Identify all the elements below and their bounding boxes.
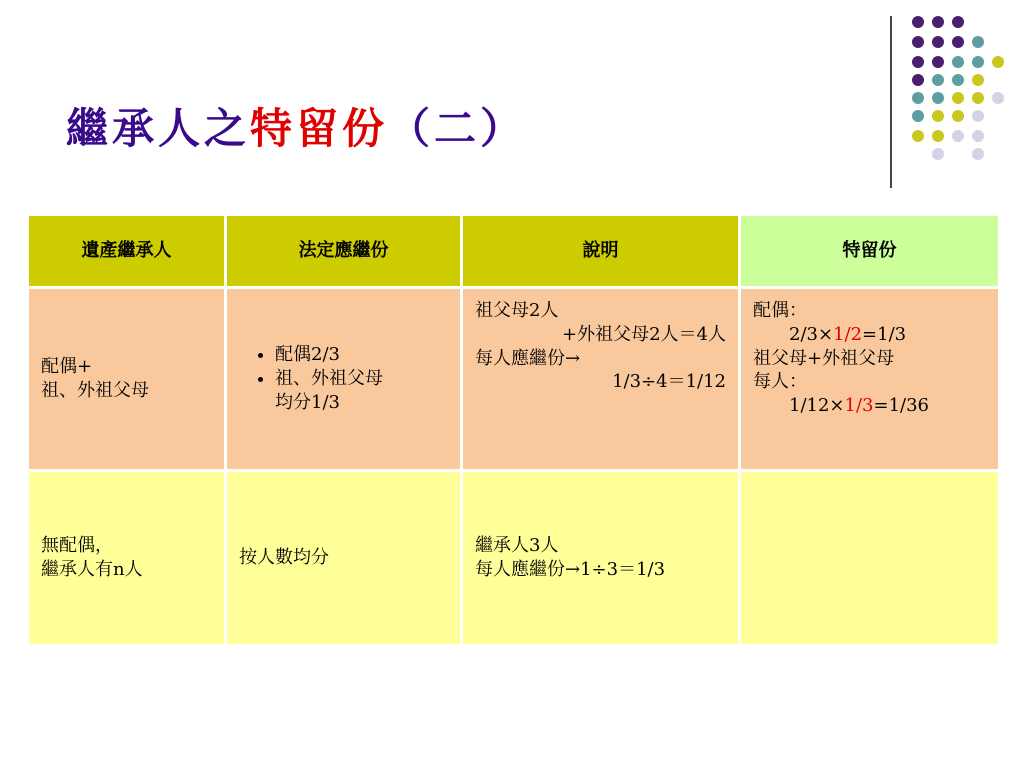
row1-reserved-line3: 祖父母+外祖父母 bbox=[753, 347, 895, 369]
row2-share-text: 按人數均分 bbox=[239, 547, 329, 569]
decorative-divider-line bbox=[890, 16, 892, 188]
row1-reserved-line5c: =1/36 bbox=[873, 395, 929, 416]
row1-heir-line1: 配偶+ bbox=[41, 356, 93, 378]
row1-explain-line4: 1/3÷4＝1/12 bbox=[612, 371, 726, 393]
row1-share-line2: 祖、外祖父母 bbox=[275, 368, 383, 390]
decorative-dot bbox=[932, 56, 944, 68]
table-header-row bbox=[28, 215, 1000, 288]
title-part-heir: 繼承人之 bbox=[66, 104, 251, 153]
table-row bbox=[28, 288, 1000, 471]
decorative-dot bbox=[952, 36, 964, 48]
decorative-dot bbox=[932, 148, 944, 160]
row1-reserved-line2c: =1/3 bbox=[862, 323, 907, 345]
row2-explain-line1: 繼承人3人 bbox=[475, 535, 559, 557]
decorative-dot bbox=[972, 74, 984, 86]
title-part-number: （二） bbox=[388, 104, 527, 153]
decorative-dot bbox=[972, 92, 984, 104]
header-explanation: 說明 bbox=[462, 215, 740, 288]
row2-heir-cell bbox=[28, 471, 226, 646]
row1-reserved-cell bbox=[740, 288, 1000, 471]
decorative-dot bbox=[952, 16, 964, 28]
row1-heir-cell bbox=[28, 288, 226, 471]
decorative-dot bbox=[932, 130, 944, 142]
row1-explain-cell bbox=[462, 288, 740, 471]
decorative-dot bbox=[912, 16, 924, 28]
decorative-dot bbox=[912, 36, 924, 48]
row1-reserved-line4: 每人： bbox=[753, 371, 807, 393]
decorative-dot bbox=[992, 56, 1004, 68]
row1-reserved-line5a: 1/12× bbox=[789, 395, 845, 416]
header-reserved-share: 特留份 bbox=[740, 215, 1000, 288]
row2-explain-line2: 每人應繼份→1÷3＝1/3 bbox=[475, 559, 666, 580]
row2-share-cell bbox=[226, 471, 462, 646]
row2-reserved-cell bbox=[740, 471, 1000, 646]
decorative-dot bbox=[912, 56, 924, 68]
decorative-dot bbox=[952, 92, 964, 104]
decorative-dot bbox=[912, 74, 924, 86]
row1-explain-line3: 每人應繼份→ bbox=[475, 347, 581, 369]
decorative-dot-grid bbox=[0, 0, 1024, 200]
decorative-dot bbox=[972, 36, 984, 48]
decorative-dot bbox=[932, 74, 944, 86]
title-part-reserved: 特留份 bbox=[250, 104, 389, 153]
row2-explain-cell bbox=[462, 471, 740, 646]
decorative-dot bbox=[932, 110, 944, 122]
decorative-dot bbox=[932, 36, 944, 48]
decorative-dot bbox=[972, 130, 984, 142]
decorative-dot bbox=[952, 130, 964, 142]
decorative-dot bbox=[972, 110, 984, 122]
list-item bbox=[275, 367, 448, 415]
list-item: • 配偶2/3 bbox=[275, 343, 448, 367]
row1-share-list bbox=[239, 343, 448, 414]
row1-share-line3: 均分1/3 bbox=[275, 391, 340, 413]
row1-share-cell bbox=[226, 288, 462, 471]
row1-reserved-line2a: 2/3× bbox=[789, 323, 834, 345]
header-heir: 遺產繼承人 bbox=[28, 215, 226, 288]
decorative-dot bbox=[952, 74, 964, 86]
decorative-dot bbox=[952, 56, 964, 68]
reserved-share-table bbox=[26, 213, 1001, 647]
decorative-dot bbox=[932, 16, 944, 28]
row1-explain-line1: 祖父母2人 bbox=[475, 300, 559, 321]
row1-heir-line2: 祖、外祖父母 bbox=[41, 380, 149, 401]
row1-reserved-line1: 配偶： bbox=[753, 300, 807, 321]
decorative-dot bbox=[952, 110, 964, 122]
row1-reserved-line2 bbox=[753, 323, 986, 347]
row2-heir-line2: 繼承人有n人 bbox=[41, 559, 143, 580]
decorative-dot bbox=[992, 92, 1004, 104]
row1-reserved-line5b: 1/3 bbox=[844, 395, 874, 416]
decorative-dot bbox=[972, 56, 984, 68]
row1-explain-line2: +外祖父母2人＝4人 bbox=[562, 323, 726, 345]
decorative-dot bbox=[932, 92, 944, 104]
table-row bbox=[28, 471, 1000, 646]
row1-reserved-line2b: 1/2 bbox=[833, 323, 863, 345]
row1-reserved-line5 bbox=[753, 394, 986, 418]
decorative-dot bbox=[912, 110, 924, 122]
decorative-dot bbox=[912, 130, 924, 142]
row2-heir-line1: 無配偶， bbox=[41, 535, 113, 557]
decorative-dot bbox=[972, 148, 984, 160]
header-statutory-share: 法定應繼份 bbox=[226, 215, 462, 288]
decorative-dot bbox=[912, 92, 924, 104]
